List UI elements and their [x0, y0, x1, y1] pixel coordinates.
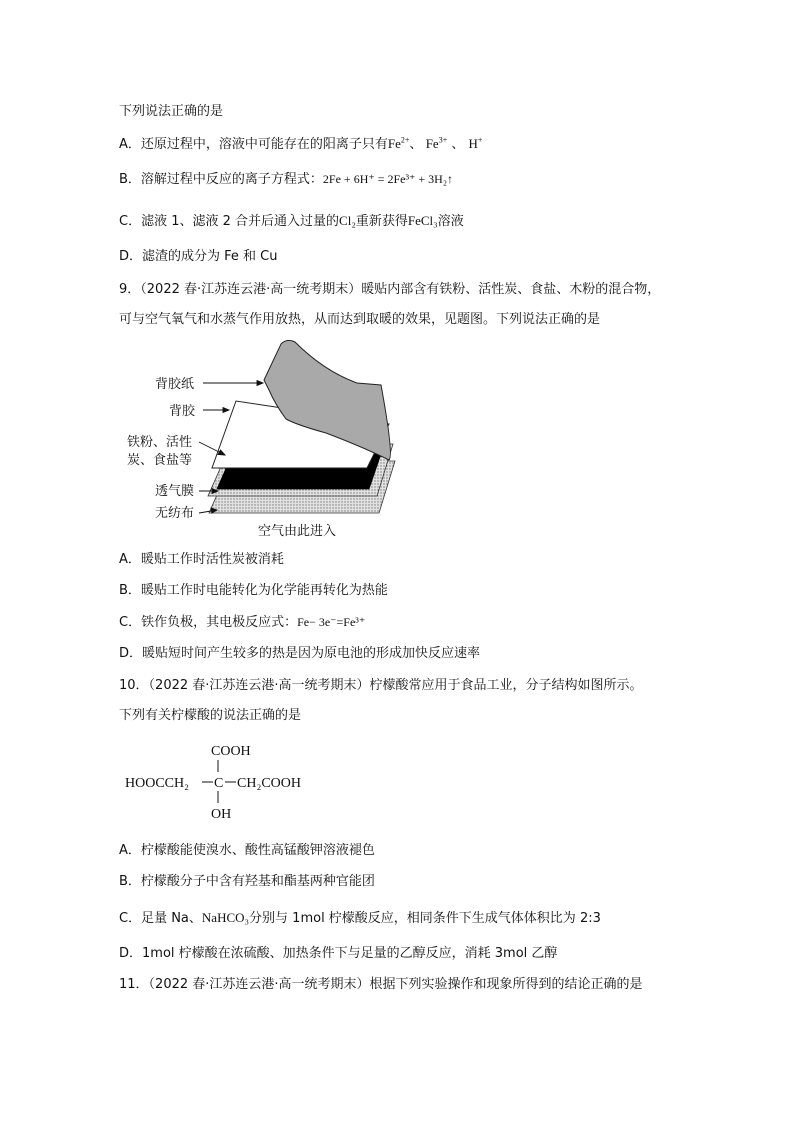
label-adhesive: 背胶: [169, 403, 196, 418]
label-membrane: 透气膜: [155, 483, 195, 498]
q10-option-b: B．柠檬酸分子中含有羟基和酯基两种官能团: [119, 874, 375, 889]
structure-right: CH₂COOH: [237, 776, 301, 791]
q10-option-c: C．足量 Na、NaHCO₃分别与 1mol 柠檬酸反应，相同条件下生成气体体积比为 2:3: [119, 910, 601, 926]
q10-option-a: A．柠檬酸能使溴水、酸性高锰酸钾溶液褪色: [119, 843, 375, 858]
q8-option-b: B．溶解过程中反应的离子方程式：2Fe + 6H⁺ = 2Fe³⁺ + 3H₂↑: [119, 172, 454, 187]
label-mixture-line-1: 铁粉、活性: [127, 434, 193, 449]
q9-option-b: B．暖贴工作时电能转化为化学能再转化为热能: [119, 583, 388, 598]
structure-left: HOOCCH₂: [125, 776, 189, 791]
figure-caption: 空气由此进入: [258, 523, 337, 538]
structure-center: C: [214, 776, 224, 791]
q9-option-c: C．铁作负极，其电极反应式：Fe− 3e⁻=Fe³⁺: [119, 615, 366, 630]
q11-stem-line-1: 11．（2022 春·江苏连云港·高一统考期末）根据下列实验操作和现象所得到的结论正确的是: [119, 977, 643, 992]
q10-stem-line-1: 10．（2022 春·江苏连云港·高一统考期末）柠檬酸常应用于食品工业，分子结构如图所示。: [119, 678, 643, 693]
q10-option-d: D．1mol 柠檬酸在浓硫酸、加热条件下与足量的乙醇反应，消耗 3mol 乙醇: [119, 946, 558, 961]
label-nonwoven: 无纺布: [155, 505, 195, 520]
q8-stem-tail: 下列说法正确的是: [119, 104, 224, 119]
q10-stem-line-2: 下列有关柠檬酸的说法正确的是: [119, 708, 302, 723]
label-mixture-line-2: 炭、食盐等: [127, 452, 193, 467]
q8-option-a: A．还原过程中，溶液中可能存在的阳离子只有$Fe^{2+}$、 $Fe^{3+}$ 、 H+: [119, 135, 483, 152]
q8-option-c: C．滤液 1、滤液 2 合并后通入过量的Cl₂重新获得FeCl₃溶液: [119, 213, 464, 229]
q9-stem-line-2: 可与空气氧气和水蒸气作用放热，从而达到取暖的效果，见题图。下列说法正确的是: [119, 312, 601, 327]
q8-option-d: D．滤渣的成分为 Fe 和 Cu: [119, 249, 278, 264]
q9-option-d: D．暖贴短时间产生较多的热是因为原电池的形成加快反应速率: [119, 646, 481, 661]
q9-option-a: A．暖贴工作时活性炭被消耗: [119, 552, 284, 567]
structure-top: COOH: [211, 744, 251, 759]
label-backing-paper: 背胶纸: [155, 376, 195, 391]
electrode-equation: Fe− 3e⁻=Fe³⁺: [297, 615, 366, 629]
citric-acid-structure: [119, 738, 359, 828]
q9-stem-line-1: 9．（2022 春·江苏连云港·高一统考期末）暖贴内部含有铁粉、活性炭、食盐、木粉的混合物，: [119, 282, 661, 297]
hand-warmer-diagram: [119, 336, 419, 546]
structure-bottom: OH: [211, 807, 232, 822]
ionic-equation: 2Fe + 6H⁺ = 2Fe³⁺ + 3H₂↑: [322, 172, 454, 186]
